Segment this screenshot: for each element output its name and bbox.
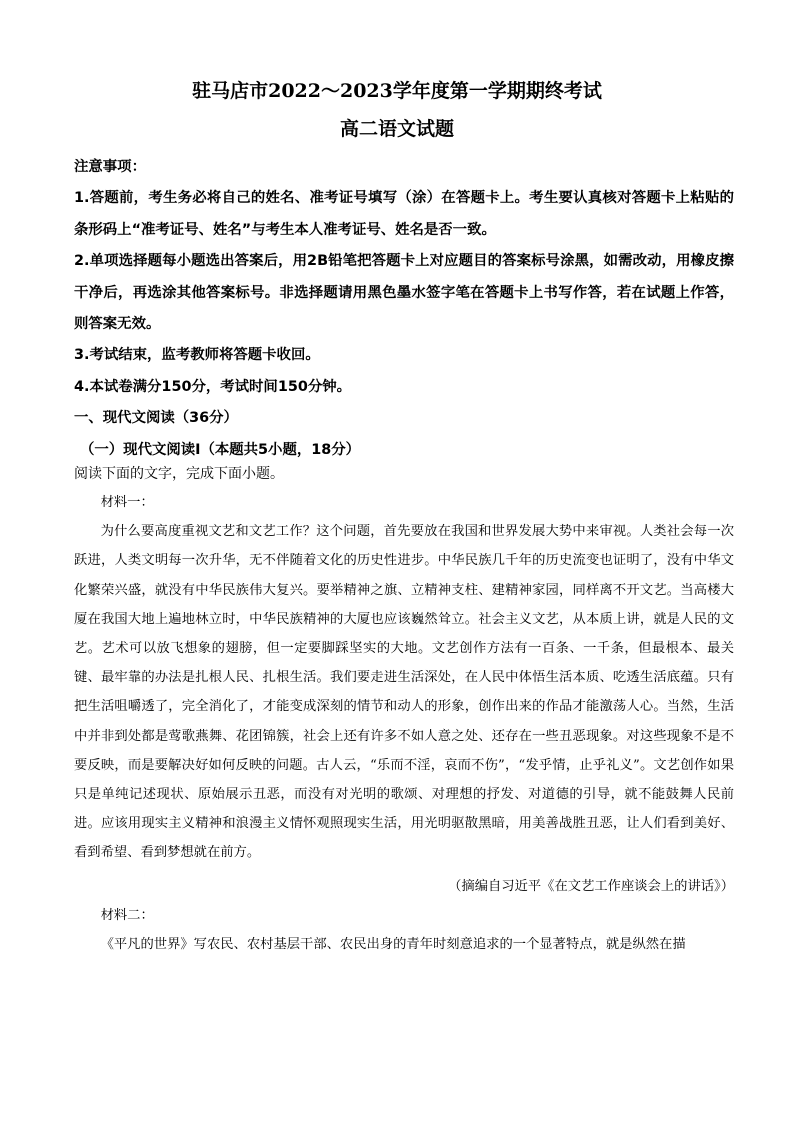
section-subtitle: （一）现代文阅读Ⅰ（本题共5小题，18分） [80,441,361,458]
notice-block [74,152,734,466]
reading-passage [74,488,734,959]
material-2-text: 《平凡的世界》写农民、农村基层干部、农民出身的青年时刻意追求的一个显著特点，就是纵然在描 [100,937,686,953]
notice-item-2: 2.单项选择题每小题选出答案后，用2B铅笔把答题卡上对应题目的答案标号涂黑，如需改动，用橡皮擦干净后，再选涂其他答案标号。非选择题请用黑色墨水签字笔在答题卡上书写作答，若在试题上作答，则答案无效。 [74,253,734,333]
material-1-source: （摘编自习近平《在文艺工作座谈会上的讲话》） [448,878,734,894]
notice-item-3: 3.考试结束，监考教师将答题卡收回。 [74,347,320,364]
notice-item-1: 1.答题前，考生务必将自己的姓名、准考证号填写（涂）在答题卡上。考生要认真核对答题卡上粘贴的条形码上“准考证号、姓名”与考生本人准考证号、姓名是否一致。 [74,190,734,238]
notice-heading: 注意事项： [74,159,146,175]
notice-item-4: 4.本试卷满分150分，考试时间150分钟。 [74,378,352,395]
exam-title: 驻马店市2022～2023学年度第一学期期终考试 [192,80,602,102]
section-title: 一、现代文阅读（36分） [74,410,238,427]
reading-instruction: 阅读下面的文字，完成下面小题。 [74,466,284,482]
material-2-label: 材料二： [100,907,154,923]
exam-subtitle: 高二语文试题 [339,118,454,140]
material-1-text: 为什么要高度重视文艺和文艺工作？这个问题，首先要放在我国和世界发展大势中来审视。人类社会每一次跃进，人类文明每一次升华，无不伴随着文化的历史性进步。中华民族几千年的历史流变也证明了，没有中华文化繁荣兴盛，就没有中华民族伟大复兴。要举精神之旗、立精神支柱、建精神家园，同样离不开文艺。当高楼大厦在我国大地上遍地林立时，中华民族精神的大厦也应该巍然耸立。社会主义文艺，从本质上讲，就是人民的文艺。艺术可以放飞想象的翅膀，但一定要脚踩坚实的大地。文艺创作方法有一百条、一千条，但最根本、最关键、最牢靠的办法是扎根人民、扎根生活。我们要走进生活深处，在人民中体悟生活本质、吃透生活底蕴。只有把生活咀嚼透了，完全消化了，才能变成深刻的情节和动人的形象，创作出来的作品才能激荡人心。当然，生活中并非到处都是莺歌燕舞、花团锦簇，社会上还有许多不如人意之处、还存在一些丑恶现象。对这些现象不是不要反映，而是要解决好如何反映的问题。古人云，“乐而不淫，哀而不伤”，“发乎情，止乎礼义”。文艺创作如果只是单纯记述现状、原始展示丑恶，而没有对光明的歌颂、对理想的抒发、对道德的引导，就不能鼓舞人民前进。应该用现实主义精神和浪漫主义情怀观照现实生活，用光明驱散黑暗，用美善战胜丑恶，让人们看到美好、看到希望、看到梦想就在前方。 [74,524,734,861]
material-1-label: 材料一： [100,495,154,510]
